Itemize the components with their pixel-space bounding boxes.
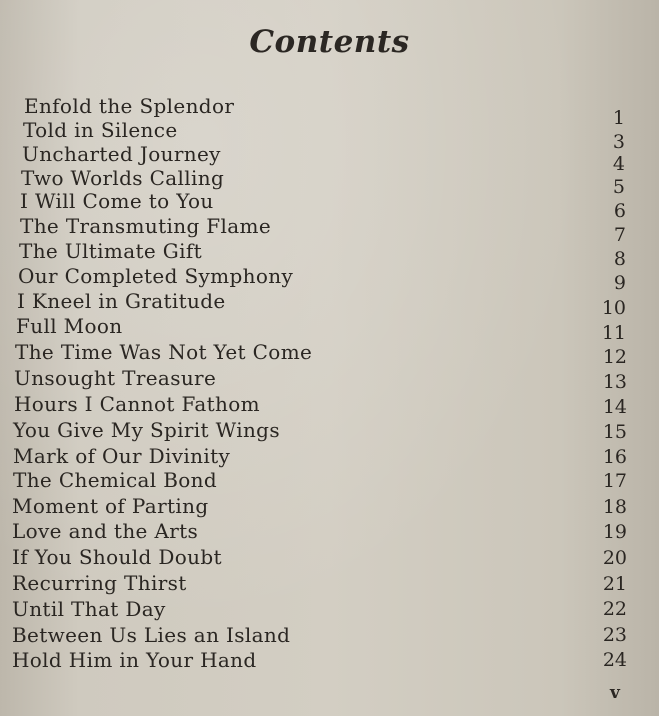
toc-entry-title: Uncharted Journey [22, 142, 221, 166]
toc-entry-page: 3 [612, 131, 625, 153]
toc-entry-title: Two Worlds Calling [21, 166, 225, 190]
page-folio: v [610, 683, 620, 703]
toc-entry-title: Moment of Parting [12, 494, 209, 518]
toc-entry-title: The Chemical Bond [13, 468, 218, 492]
toc-entry-title: Our Completed Symphony [18, 264, 294, 288]
toc-entry-title: Full Moon [16, 314, 123, 338]
toc-entry-page: 20 [602, 547, 627, 569]
toc-entry-title: I Will Come to You [20, 189, 214, 213]
toc-entry-page: 8 [613, 248, 626, 270]
toc-entry-title: Enfold the Splendor [24, 94, 235, 118]
toc-entry-page: 17 [602, 470, 627, 492]
toc-entry-page: 13 [602, 371, 627, 393]
toc-entry-title: Recurring Thirst [12, 571, 187, 595]
toc-entry-title: The Transmuting Flame [20, 214, 272, 238]
toc-entry-title: Love and the Arts [12, 519, 199, 543]
toc-entry-title: Unsought Treasure [14, 366, 217, 390]
toc-entry-page: 23 [602, 624, 627, 646]
toc-entry-title: The Time Was Not Yet Come [15, 340, 313, 364]
toc-entry-title: Hold Him in Your Hand [12, 648, 257, 672]
toc-entry-title: Hours I Cannot Fathom [14, 392, 260, 416]
toc-entry-title: Mark of Our Divinity [13, 444, 231, 468]
toc-entry-page: 6 [613, 200, 626, 222]
toc-entry-page: 1 [612, 107, 625, 129]
toc-entry-page: 15 [602, 421, 627, 443]
toc-entry-page: 9 [613, 272, 626, 294]
toc-entry-page: 14 [602, 396, 627, 418]
toc-entry-page: 21 [602, 573, 627, 595]
toc-entry-page: 18 [602, 496, 627, 518]
toc-entry-page: 11 [601, 322, 626, 344]
toc-entry-page: 5 [612, 176, 625, 198]
page-title: Contents [249, 24, 410, 60]
toc-entry-page: 16 [602, 446, 627, 468]
toc-entry-page: 24 [602, 649, 627, 671]
toc-entry-page: 19 [602, 521, 627, 543]
toc-entry-title: The Ultimate Gift [19, 239, 202, 263]
toc-entry-title: I Kneel in Gratitude [17, 289, 226, 313]
toc-entry-title: If You Should Doubt [12, 545, 222, 569]
toc-entry-title: You Give My Spirit Wings [13, 418, 280, 442]
toc-entry-title: Told in Silence [23, 118, 178, 142]
toc-entry-page: 12 [602, 346, 627, 368]
toc-entry-page: 4 [612, 153, 625, 175]
toc-entry-title: Until That Day [12, 597, 166, 621]
toc-entry-page: 7 [613, 224, 626, 246]
toc-entry-page: 22 [602, 598, 627, 620]
toc-entry-page: 10 [601, 297, 626, 319]
toc-entry-title: Between Us Lies an Island [12, 623, 291, 647]
